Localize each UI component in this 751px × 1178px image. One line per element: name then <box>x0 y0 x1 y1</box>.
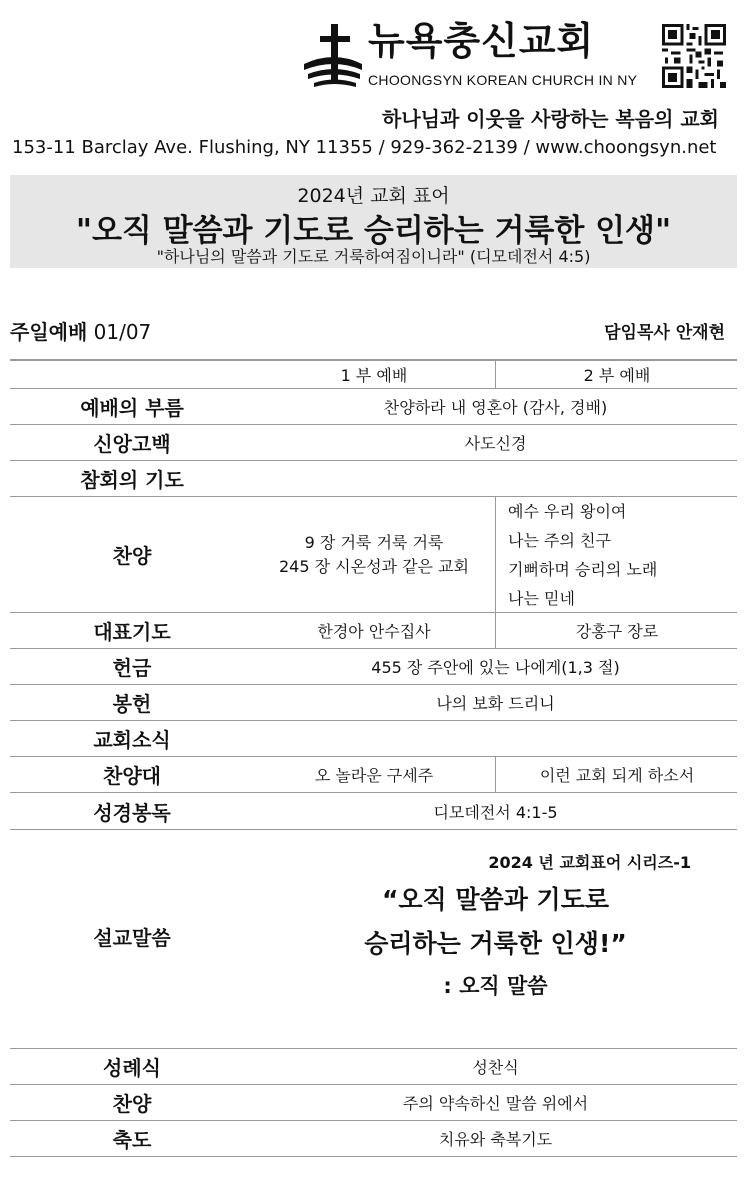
table-row <box>10 613 737 649</box>
sermon-section <box>10 830 737 1035</box>
row-label: 교회소식 <box>93 728 171 752</box>
row-label: 예배의 부름 <box>80 396 184 420</box>
row-label: 축도 <box>112 1128 152 1152</box>
closing-order <box>10 1048 737 1157</box>
sermon-series: 2024 년 교회표어 시리즈-1 <box>488 853 691 872</box>
row-value: 치유와 축복기도 <box>438 1130 553 1149</box>
church-name-korean: 뉴욕충신교회 <box>368 19 595 63</box>
table-row <box>10 425 737 461</box>
choir-first-service: 오 놀라운 구세주 <box>314 766 434 785</box>
table-row <box>10 461 737 497</box>
row-label: 신앙고백 <box>93 432 171 456</box>
hymn-line: 9 장 거룩 거룩 거룩 <box>304 532 444 552</box>
sermon-subtitle: : 오직 말씀 <box>443 974 548 998</box>
order-of-worship <box>10 360 737 1035</box>
praise-second-service <box>495 497 737 612</box>
church-address: 153-11 Barclay Ave. Flushing, NY 11355 / 929-362-2139 / www.choongsyn.net <box>12 137 717 158</box>
song-line: 나는 주의 친구 <box>508 530 611 550</box>
church-name-english: CHOONGSYN KOREAN CHURCH IN NY <box>368 72 638 88</box>
row-label: 찬양 <box>112 544 152 568</box>
song-line: 기뻐하며 승리의 노래 <box>508 559 658 579</box>
row-value: 성찬식 <box>472 1058 519 1077</box>
prayer-second-service: 강홍구 장로 <box>495 613 738 648</box>
table-row <box>10 497 737 613</box>
table-row <box>10 793 737 830</box>
row-label: 성례식 <box>103 1056 161 1080</box>
row-label: 찬양 <box>112 1092 152 1116</box>
row-label: 참회의 기도 <box>80 468 184 492</box>
row-label: 성경봉독 <box>93 800 171 825</box>
second-service-header: 2 부 예배 <box>495 360 738 388</box>
first-service-header: 1 부 예배 <box>340 365 408 385</box>
row-label: 헌금 <box>112 656 152 680</box>
row-value: 나의 보화 드리니 <box>436 694 555 713</box>
qr-code-icon <box>662 24 726 88</box>
prayer-first-service: 한경아 안수집사 <box>317 622 431 641</box>
song-line: 예수 우리 왕이여 <box>508 501 627 521</box>
table-row <box>10 389 737 425</box>
sermon-title-line: “오직 말씀과 기도로 <box>381 885 610 914</box>
service-date: 01/07 <box>93 320 152 344</box>
row-value: 찬양하라 내 영혼아 (감사, 경배) <box>383 398 608 417</box>
praise-first-service <box>254 497 494 612</box>
row-value: 사도신경 <box>464 434 527 453</box>
table-header-row <box>10 360 737 389</box>
table-row <box>10 1121 737 1157</box>
table-row <box>10 685 737 721</box>
table-row <box>10 721 737 757</box>
row-value: 디모데전서 4:1-5 <box>433 802 558 822</box>
church-slogan: 하나님과 이웃을 사랑하는 복음의 교회 <box>382 107 719 131</box>
service-title <box>10 316 151 345</box>
hymn-line: 245 장 시온성과 같은 교회 <box>279 556 469 576</box>
row-value: 455 장 주안에 있는 나에게(1,3 절) <box>371 658 620 677</box>
sermon-title <box>254 878 737 966</box>
table-row <box>10 1049 737 1085</box>
table-row <box>10 757 737 793</box>
theme-year-label: 2024년 교회 표어 <box>297 185 450 207</box>
church-logo-icon <box>300 20 366 90</box>
theme-verse: "하나님의 말씀과 기도로 거룩하여짐이니라" (디모데전서 4:5) <box>156 247 591 266</box>
annual-theme-banner <box>10 175 737 268</box>
table-row <box>10 1085 737 1121</box>
row-value: 주의 약속하신 말씀 위에서 <box>402 1094 589 1113</box>
bulletin-header <box>0 0 751 175</box>
row-label: 설교말씀 <box>93 926 171 950</box>
row-label: 봉헌 <box>112 692 152 716</box>
choir-second-service: 이런 교회 되게 하소서 <box>495 757 738 792</box>
row-label: 찬양대 <box>103 764 161 788</box>
row-label: 대표기도 <box>93 620 171 644</box>
sermon-title-line: 승리하는 거룩한 인생!” <box>364 929 627 958</box>
song-line: 나는 믿네 <box>508 588 575 608</box>
table-row <box>10 649 737 685</box>
service-name: 주일예배 <box>10 320 88 344</box>
pastor-name: 담임목사 안재현 <box>604 323 725 343</box>
annual-theme: "오직 말씀과 기도로 승리하는 거룩한 인생" <box>75 213 672 249</box>
